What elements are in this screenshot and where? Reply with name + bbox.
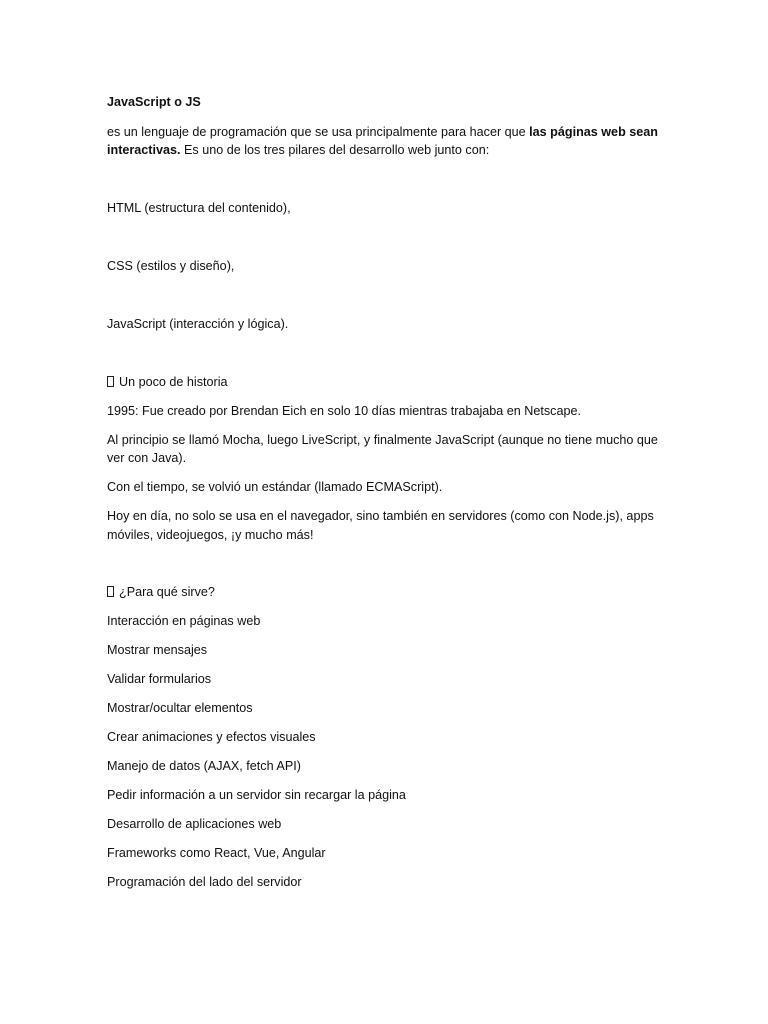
- pillar-css: CSS (estilos y diseño),: [107, 258, 235, 273]
- history-paragraph: Hoy en día, no solo se usa en el navegador, sino también en servidores (como con Node.js), apps móviles, videojuegos, ¡y mucho más!: [107, 509, 654, 542]
- history-heading-text: Un poco de historia: [119, 374, 228, 389]
- pillar-html: HTML (estructura del contenido),: [107, 200, 291, 215]
- uses-list-item: Mostrar/ocultar elementos: [107, 701, 253, 715]
- uses-heading-text: ¿Para qué sirve?: [119, 585, 215, 599]
- history-paragraph: 1995: Fue creado por Brendan Eich en solo 10 días mientras trabajaba en Netscape.: [107, 403, 581, 418]
- document-title: JavaScript o JS: [107, 95, 201, 109]
- uses-list-item: Validar formularios: [107, 672, 212, 686]
- missing-glyph-icon: [107, 586, 114, 597]
- missing-glyph-icon: [107, 376, 114, 387]
- uses-list-item: Manejo de datos (AJAX, fetch API): [107, 759, 301, 773]
- uses-list-item: Crear animaciones y efectos visuales: [107, 730, 316, 744]
- intro-text-end: Es uno de los tres pilares del desarrollo web junto con:: [180, 143, 490, 157]
- pillar-javascript: JavaScript (interacción y lógica).: [107, 316, 289, 331]
- intro-paragraph: [107, 123, 667, 160]
- history-paragraph: Con el tiempo, se volvió un estándar (llamado ECMAScript).: [107, 480, 443, 494]
- uses-list-item: Frameworks como React, Vue, Angular: [107, 846, 326, 860]
- uses-list-item: Pedir información a un servidor sin recargar la página: [107, 788, 406, 802]
- intro-text-bold: las páginas web sean interactivas.: [107, 124, 658, 157]
- document-body: [107, 93, 667, 892]
- intro-text-start: es un lenguaje de programación que se usa principalmente para hacer que: [107, 124, 530, 139]
- history-paragraph: Al principio se llamó Mocha, luego LiveScript, y finalmente JavaScript (aunque no tiene mucho que ver con Java).: [107, 432, 658, 465]
- history-heading: [107, 373, 667, 392]
- uses-list-item: Mostrar mensajes: [107, 643, 208, 657]
- uses-heading: [107, 583, 667, 602]
- uses-list-item: Desarrollo de aplicaciones web: [107, 817, 282, 831]
- uses-list-item: Interacción en páginas web: [107, 614, 261, 628]
- uses-list-item: Programación del lado del servidor: [107, 875, 302, 889]
